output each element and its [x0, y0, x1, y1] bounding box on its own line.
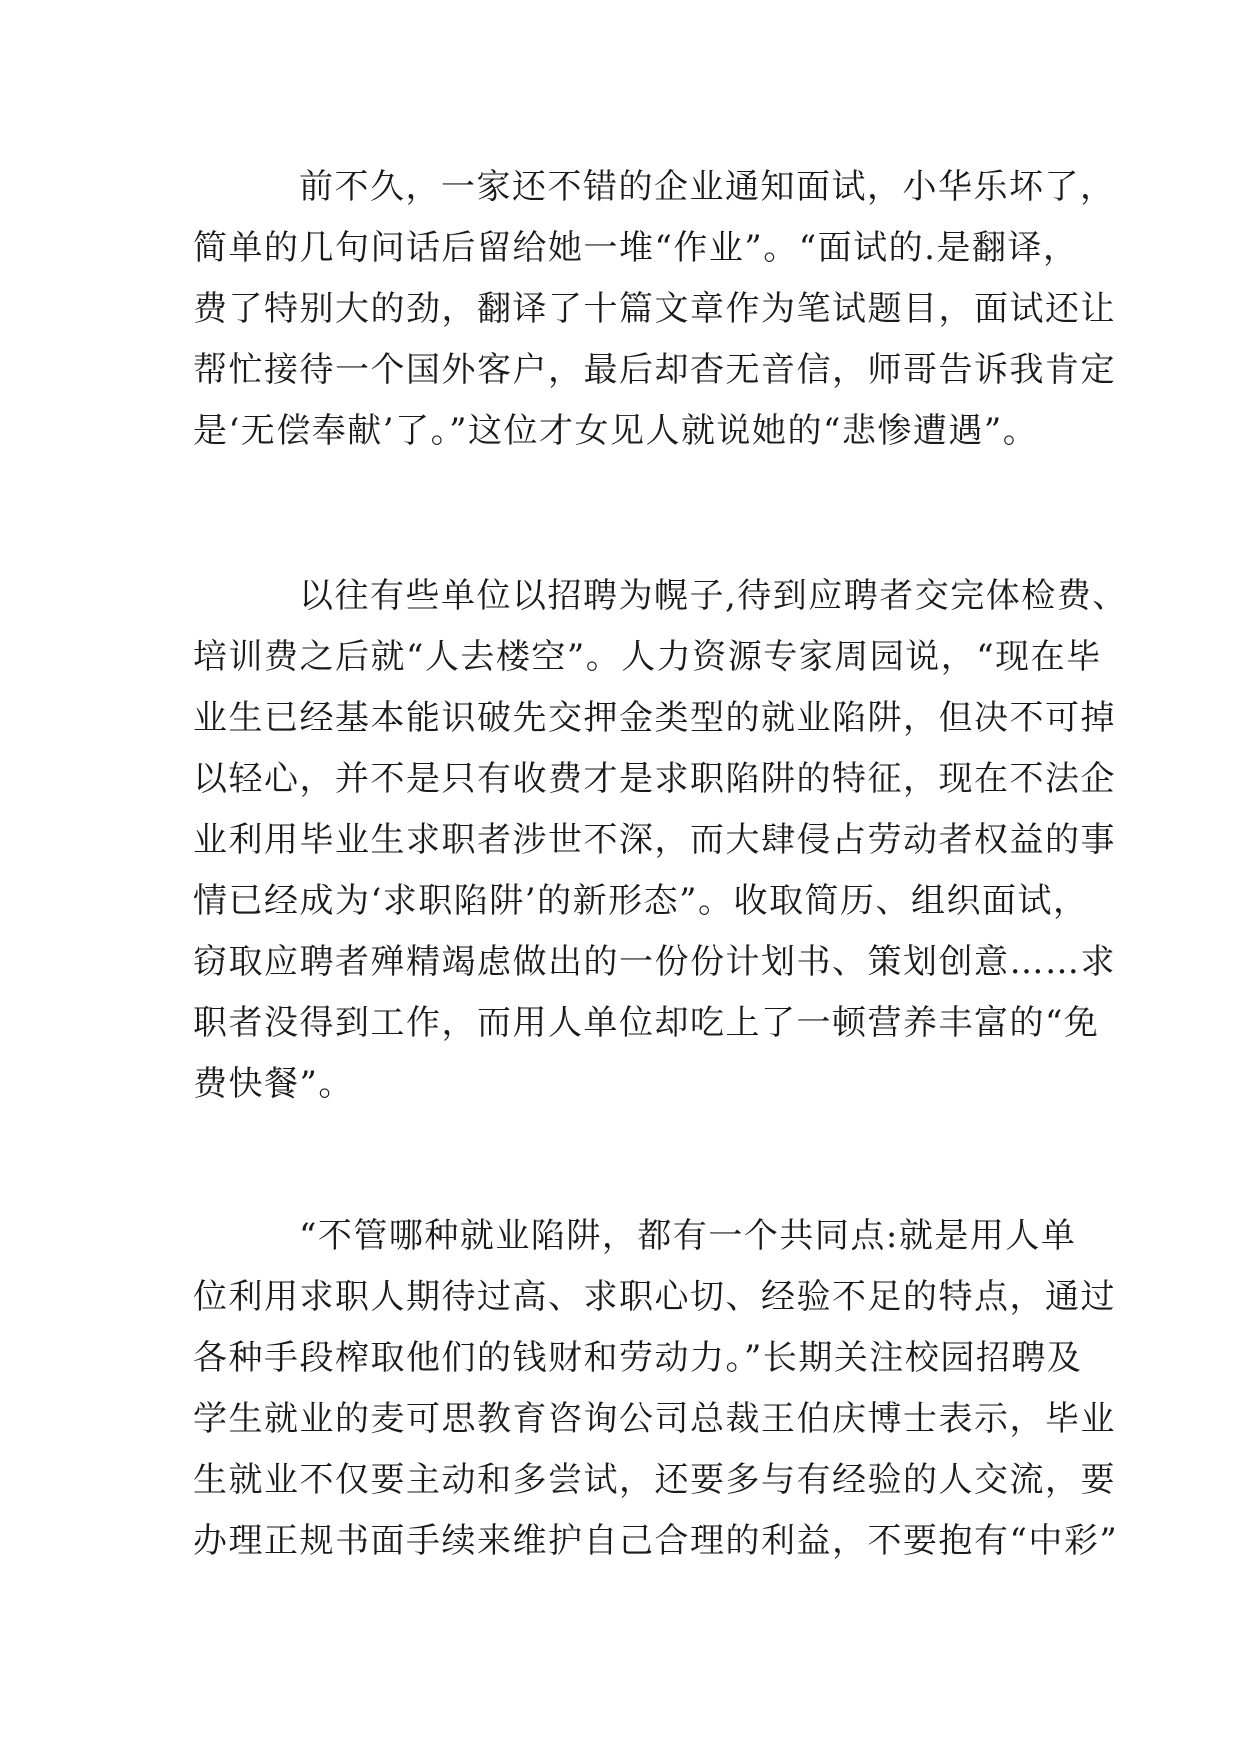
paragraph-line: 帮忙接待一个国外客户，最后却杳无音信，师哥告诉我肯定	[193, 350, 1116, 390]
paragraph-recruitment-traps	[193, 566, 1128, 1115]
paragraph-line: 简单的几句问话后留给她一堆“作业”。“面试的.是翻译，	[193, 228, 1079, 268]
paragraph-line: 前不久，一家还不错的企业通知面试，小华乐坏了，	[299, 167, 1116, 207]
paragraph-line: 办理正规书面手续来维护自己合理的利益，不要抱有“中彩”	[193, 1521, 1119, 1561]
paragraph-line: 职者没得到工作，而用人单位却吃上了一顿营养丰富的“免	[193, 1003, 1100, 1043]
paragraph-line: 是‘无偿奉献’了。”这位才女见人就说她的“悲惨遭遇”。	[193, 411, 1039, 451]
paragraph-line: 培训费之后就“人去楼空”。人力资源专家周园说，“现在毕	[193, 637, 1102, 677]
paragraph-expert-advice	[193, 1206, 1119, 1572]
paragraph-line: 业生已经基本能识破先交押金类型的就业陷阱，但决不可掉	[193, 698, 1116, 738]
paragraph-interview-story	[193, 157, 1116, 462]
paragraph-line: 窃取应聘者殚精竭虑做出的一份份计划书、策划创意……求	[193, 942, 1116, 982]
paragraph-line: 情已经成为‘求职陷阱’的新形态”。收取简历、组织面试，	[193, 881, 1089, 921]
paragraph-line: “不管哪种就业陷阱，都有一个共同点:就是用人单	[299, 1216, 1077, 1256]
paragraph-line: 生就业不仅要主动和多尝试，还要多与有经验的人交流，要	[193, 1460, 1116, 1500]
paragraph-line: 费快餐”。	[193, 1064, 354, 1104]
paragraph-line: 以往有些单位以招聘为幌子,待到应聘者交完体检费、	[299, 576, 1128, 616]
paragraph-line: 业利用毕业生求职者涉世不深，而大肆侵占劳动者权益的事	[193, 820, 1116, 860]
paragraph-line: 位利用求职人期待过高、求职心切、经验不足的特点，通过	[193, 1277, 1116, 1317]
paragraph-line: 以轻心，并不是只有收费才是求职陷阱的特征，现在不法企	[193, 759, 1116, 799]
paragraph-line: 各种手段榨取他们的钱财和劳动力。”长期关注校园招聘及	[193, 1338, 1083, 1378]
paragraph-line: 费了特别大的劲，翻译了十篇文章作为笔试题目，面试还让	[193, 289, 1116, 329]
paragraph-line: 学生就业的麦可思教育咨询公司总裁王伯庆博士表示，毕业	[193, 1399, 1116, 1439]
